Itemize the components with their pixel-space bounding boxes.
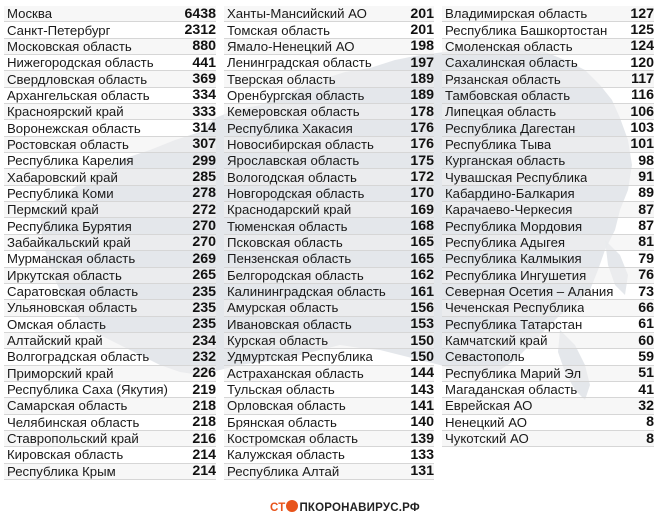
table-row xyxy=(442,349,654,365)
case-count: 178 xyxy=(410,103,434,120)
cases-table xyxy=(4,6,654,480)
table-row xyxy=(4,22,216,38)
table-row xyxy=(224,169,434,185)
table-row xyxy=(4,431,216,447)
table-row xyxy=(224,88,434,104)
table-row xyxy=(442,235,654,251)
table-row xyxy=(4,104,216,120)
case-count: 144 xyxy=(410,365,434,382)
region-name: Астраханская область xyxy=(227,365,364,381)
region-name: Белгородская область xyxy=(227,267,364,283)
table-row xyxy=(442,284,654,300)
table-row xyxy=(224,268,434,284)
region-name: Ярославская область xyxy=(227,153,360,169)
case-count: 201 xyxy=(410,5,434,22)
table-row xyxy=(4,284,216,300)
table-row xyxy=(442,120,654,136)
column-3 xyxy=(442,6,654,480)
region-name: Костромская область xyxy=(227,431,359,447)
region-name: Санкт-Петербург xyxy=(7,22,111,38)
table-row xyxy=(4,333,216,349)
table-row xyxy=(4,137,216,153)
table-row xyxy=(224,186,434,202)
table-row xyxy=(224,137,434,153)
region-name: Краснодарский край xyxy=(227,202,352,218)
table-row xyxy=(4,6,216,22)
table-row xyxy=(4,415,216,431)
table-row xyxy=(224,333,434,349)
case-count: 124 xyxy=(630,38,654,55)
table-row xyxy=(4,235,216,251)
case-count: 8 xyxy=(646,430,654,447)
case-count: 103 xyxy=(630,120,654,137)
case-count: 189 xyxy=(410,71,434,88)
region-name: Омская область xyxy=(7,316,106,332)
region-name: Мурманская область xyxy=(7,251,136,267)
case-count: 143 xyxy=(410,381,434,398)
table-row xyxy=(4,120,216,136)
region-name: Москва xyxy=(7,6,53,22)
column-1 xyxy=(4,6,216,480)
table-row xyxy=(442,366,654,382)
region-name: Республика Марий Эл xyxy=(445,365,582,381)
table-row xyxy=(4,202,216,218)
table-row xyxy=(224,300,434,316)
table-row xyxy=(442,202,654,218)
table-row xyxy=(442,169,654,185)
table-row xyxy=(224,202,434,218)
table-row xyxy=(224,120,434,136)
case-count: 214 xyxy=(192,463,216,480)
case-count: 235 xyxy=(192,316,216,333)
case-count: 235 xyxy=(192,299,216,316)
case-count: 73 xyxy=(638,283,654,300)
case-count: 32 xyxy=(638,397,654,414)
region-name: Республика Адыгея xyxy=(445,234,566,250)
case-count: 116 xyxy=(631,87,654,104)
region-name: Курская область xyxy=(227,333,329,349)
case-count: 87 xyxy=(638,218,654,235)
region-name: Волгоградская область xyxy=(7,349,150,365)
region-name: Республика Татарстан xyxy=(445,316,583,332)
case-count: 214 xyxy=(192,446,216,463)
region-name: Камчатский край xyxy=(445,333,548,349)
case-count: 131 xyxy=(410,463,434,480)
region-name: Республика Дагестан xyxy=(445,120,576,136)
region-name: Калужская область xyxy=(227,447,345,463)
region-name: Новосибирская область xyxy=(227,136,374,152)
logo-part-2: ПКОРОНАВИРУС.РФ xyxy=(299,501,420,514)
case-count: 369 xyxy=(192,71,216,88)
case-count: 198 xyxy=(410,38,434,55)
logo-text xyxy=(270,499,420,514)
table-row xyxy=(442,88,654,104)
region-name: Ивановская область xyxy=(227,316,352,332)
region-name: Чеченская Республика xyxy=(445,300,585,316)
region-name: Чукотский АО xyxy=(445,431,529,447)
region-name: Еврейская АО xyxy=(445,398,533,414)
region-name: Смоленская область xyxy=(445,38,573,54)
region-name: Брянская область xyxy=(227,414,337,430)
region-name: Рязанская область xyxy=(445,71,561,87)
case-count: 307 xyxy=(192,136,216,153)
region-name: Севастополь xyxy=(445,349,525,365)
table-row xyxy=(224,235,434,251)
case-count: 125 xyxy=(630,22,654,39)
case-count: 106 xyxy=(630,103,654,120)
region-name: Республика Алтай xyxy=(227,463,340,479)
region-name: Нижегородская область xyxy=(7,55,154,71)
case-count: 139 xyxy=(410,430,434,447)
region-name: Владимирская область xyxy=(445,6,588,22)
table-row xyxy=(224,317,434,333)
case-count: 2312 xyxy=(184,22,216,39)
case-count: 66 xyxy=(638,299,654,316)
case-count: 87 xyxy=(638,201,654,218)
region-name: Республика Калмыкия xyxy=(445,251,582,267)
case-count: 218 xyxy=(192,414,216,431)
table-row xyxy=(442,218,654,234)
table-row xyxy=(224,382,434,398)
case-count: 235 xyxy=(192,283,216,300)
region-name: Архангельская область xyxy=(7,87,150,103)
case-count: 234 xyxy=(192,332,216,349)
table-row xyxy=(4,300,216,316)
table-row xyxy=(4,268,216,284)
table-row xyxy=(442,415,654,431)
table-row xyxy=(442,39,654,55)
table-row xyxy=(224,398,434,414)
table-row xyxy=(224,153,434,169)
table-row xyxy=(4,398,216,414)
table-row xyxy=(442,333,654,349)
case-count: 59 xyxy=(638,348,654,365)
table-row xyxy=(442,6,654,22)
region-name: Пермский край xyxy=(7,202,99,218)
region-name: Северная Осетия – Алания xyxy=(445,284,614,300)
case-count: 219 xyxy=(192,381,216,398)
case-count: 270 xyxy=(192,234,216,251)
region-name: Тюменская область xyxy=(227,218,348,234)
table-row xyxy=(224,6,434,22)
region-name: Курганская область xyxy=(445,153,566,169)
case-count: 333 xyxy=(192,103,216,120)
region-name: Ульяновская область xyxy=(7,300,138,316)
region-name: Воронежская область xyxy=(7,120,141,136)
region-name: Ненецкий АО xyxy=(445,414,527,430)
region-name: Хабаровский край xyxy=(7,169,118,185)
case-count: 285 xyxy=(192,169,216,186)
region-name: Челябинская область xyxy=(7,414,140,430)
case-count: 60 xyxy=(638,332,654,349)
case-count: 299 xyxy=(192,152,216,169)
table-row xyxy=(4,349,216,365)
case-count: 120 xyxy=(630,54,654,71)
region-name: Республика Ингушетия xyxy=(445,267,587,283)
case-count: 175 xyxy=(410,152,434,169)
region-name: Ямало-Ненецкий АО xyxy=(227,38,355,54)
table-row xyxy=(442,186,654,202)
region-name: Самарская область xyxy=(7,398,128,414)
table-row xyxy=(4,447,216,463)
case-count: 232 xyxy=(192,348,216,365)
region-name: Вологодская область xyxy=(227,169,357,185)
region-name: Республика Крым xyxy=(7,463,116,479)
table-row xyxy=(224,22,434,38)
logo-part-1: СТ xyxy=(270,501,286,514)
region-name: Ленинградская область xyxy=(227,55,372,71)
region-name: Республика Коми xyxy=(7,185,114,201)
case-count: 218 xyxy=(192,397,216,414)
case-count: 91 xyxy=(638,169,654,186)
region-name: Ставропольский край xyxy=(7,431,139,447)
region-name: Свердловская область xyxy=(7,71,148,87)
region-name: Чувашская Республика xyxy=(445,169,588,185)
case-count: 79 xyxy=(638,250,654,267)
case-count: 334 xyxy=(192,87,216,104)
case-count: 162 xyxy=(410,267,434,284)
case-count: 165 xyxy=(410,250,434,267)
region-name: Калининградская область xyxy=(227,284,386,300)
case-count: 441 xyxy=(192,54,216,71)
case-count: 150 xyxy=(410,348,434,365)
table-row xyxy=(4,382,216,398)
region-name: Оренбургская область xyxy=(227,87,365,103)
region-name: Алтайский край xyxy=(7,333,103,349)
table-row xyxy=(4,39,216,55)
table-row xyxy=(442,431,654,447)
case-count: 127 xyxy=(630,5,654,22)
case-count: 153 xyxy=(410,316,434,333)
case-count: 265 xyxy=(192,267,216,284)
table-row xyxy=(442,153,654,169)
region-name: Московская область xyxy=(7,38,132,54)
case-count: 216 xyxy=(192,430,216,447)
region-name: Тульская область xyxy=(227,382,335,398)
table-row xyxy=(224,251,434,267)
region-name: Орловская область xyxy=(227,398,346,414)
region-name: Пензенская область xyxy=(227,251,352,267)
table-row xyxy=(442,22,654,38)
region-name: Магаданская область xyxy=(445,382,578,398)
table-row xyxy=(4,251,216,267)
table-row xyxy=(4,186,216,202)
table-row xyxy=(224,218,434,234)
case-count: 141 xyxy=(410,397,434,414)
table-row xyxy=(224,431,434,447)
region-name: Республика Тыва xyxy=(445,136,552,152)
region-name: Тверская область xyxy=(227,71,336,87)
region-name: Ростовская область xyxy=(7,136,129,152)
table-row xyxy=(442,382,654,398)
case-count: 6438 xyxy=(184,5,216,22)
table-row xyxy=(442,398,654,414)
case-count: 189 xyxy=(410,87,434,104)
table-row xyxy=(442,300,654,316)
case-count: 8 xyxy=(646,414,654,431)
case-count: 269 xyxy=(192,250,216,267)
region-name: Карачаево-Черкесия xyxy=(445,202,573,218)
case-count: 140 xyxy=(410,414,434,431)
region-name: Кировская область xyxy=(7,447,124,463)
region-name: Амурская область xyxy=(227,300,339,316)
case-count: 156 xyxy=(410,299,434,316)
case-count: 168 xyxy=(410,218,434,235)
region-name: Республика Мордовия xyxy=(445,218,583,234)
case-count: 172 xyxy=(410,169,434,186)
case-count: 61 xyxy=(638,316,654,333)
table-row xyxy=(442,137,654,153)
case-count: 161 xyxy=(410,283,434,300)
table-row xyxy=(442,104,654,120)
region-name: Саратовская область xyxy=(7,284,139,300)
region-name: Кемеровская область xyxy=(227,104,360,120)
case-count: 314 xyxy=(192,120,216,137)
region-name: Приморский край xyxy=(7,365,114,381)
case-count: 880 xyxy=(192,38,216,55)
table-row xyxy=(224,464,434,480)
region-name: Республика Хакасия xyxy=(227,120,353,136)
region-name: Республика Башкортостан xyxy=(445,22,608,38)
table-row xyxy=(4,169,216,185)
table-row xyxy=(4,464,216,480)
table-row xyxy=(224,349,434,365)
region-name: Псковская область xyxy=(227,234,343,250)
region-name: Кабардино-Балкария xyxy=(445,185,575,201)
table-row xyxy=(442,55,654,71)
table-row xyxy=(224,39,434,55)
table-row xyxy=(224,284,434,300)
case-count: 176 xyxy=(410,136,434,153)
case-count: 201 xyxy=(410,22,434,39)
case-count: 169 xyxy=(410,201,434,218)
case-count: 278 xyxy=(192,185,216,202)
case-count: 176 xyxy=(410,120,434,137)
region-name: Республика Саха (Якутия) xyxy=(7,382,168,398)
virus-icon xyxy=(286,500,298,512)
footer-logo xyxy=(270,498,420,514)
table-row xyxy=(442,317,654,333)
case-count: 89 xyxy=(638,185,654,202)
table-row xyxy=(442,251,654,267)
region-name: Томская область xyxy=(227,22,331,38)
table-row xyxy=(224,366,434,382)
region-name: Красноярский край xyxy=(7,104,124,120)
table-row xyxy=(224,104,434,120)
region-name: Сахалинская область xyxy=(445,55,578,71)
case-count: 51 xyxy=(638,365,654,382)
table-row xyxy=(4,88,216,104)
table-row xyxy=(224,415,434,431)
case-count: 133 xyxy=(410,446,434,463)
case-count: 117 xyxy=(631,71,654,88)
region-name: Республика Карелия xyxy=(7,153,134,169)
table-row xyxy=(442,268,654,284)
region-name: Липецкая область xyxy=(445,104,557,120)
case-count: 41 xyxy=(638,381,654,398)
table-row xyxy=(224,71,434,87)
case-count: 226 xyxy=(192,365,216,382)
table-row xyxy=(224,447,434,463)
case-count: 270 xyxy=(192,218,216,235)
table-row xyxy=(4,366,216,382)
region-name: Удмуртская Республика xyxy=(227,349,373,365)
case-count: 272 xyxy=(192,201,216,218)
case-count: 170 xyxy=(410,185,434,202)
region-name: Ханты-Мансийский АО xyxy=(227,6,367,22)
case-count: 165 xyxy=(410,234,434,251)
table-row xyxy=(4,153,216,169)
case-count: 101 xyxy=(630,136,654,153)
table-row xyxy=(4,55,216,71)
table-row xyxy=(442,71,654,87)
region-name: Новгородская область xyxy=(227,185,365,201)
table-row xyxy=(4,317,216,333)
table-row xyxy=(224,55,434,71)
case-count: 81 xyxy=(638,234,654,251)
region-name: Иркутская область xyxy=(7,267,122,283)
region-name: Забайкальский край xyxy=(7,234,131,250)
region-name: Республика Бурятия xyxy=(7,218,132,234)
case-count: 197 xyxy=(410,54,434,71)
table-row xyxy=(4,218,216,234)
region-name: Тамбовская область xyxy=(445,87,571,103)
case-count: 98 xyxy=(638,152,654,169)
case-count: 76 xyxy=(638,267,654,284)
case-count: 150 xyxy=(410,332,434,349)
table-row xyxy=(4,71,216,87)
column-2 xyxy=(224,6,434,480)
